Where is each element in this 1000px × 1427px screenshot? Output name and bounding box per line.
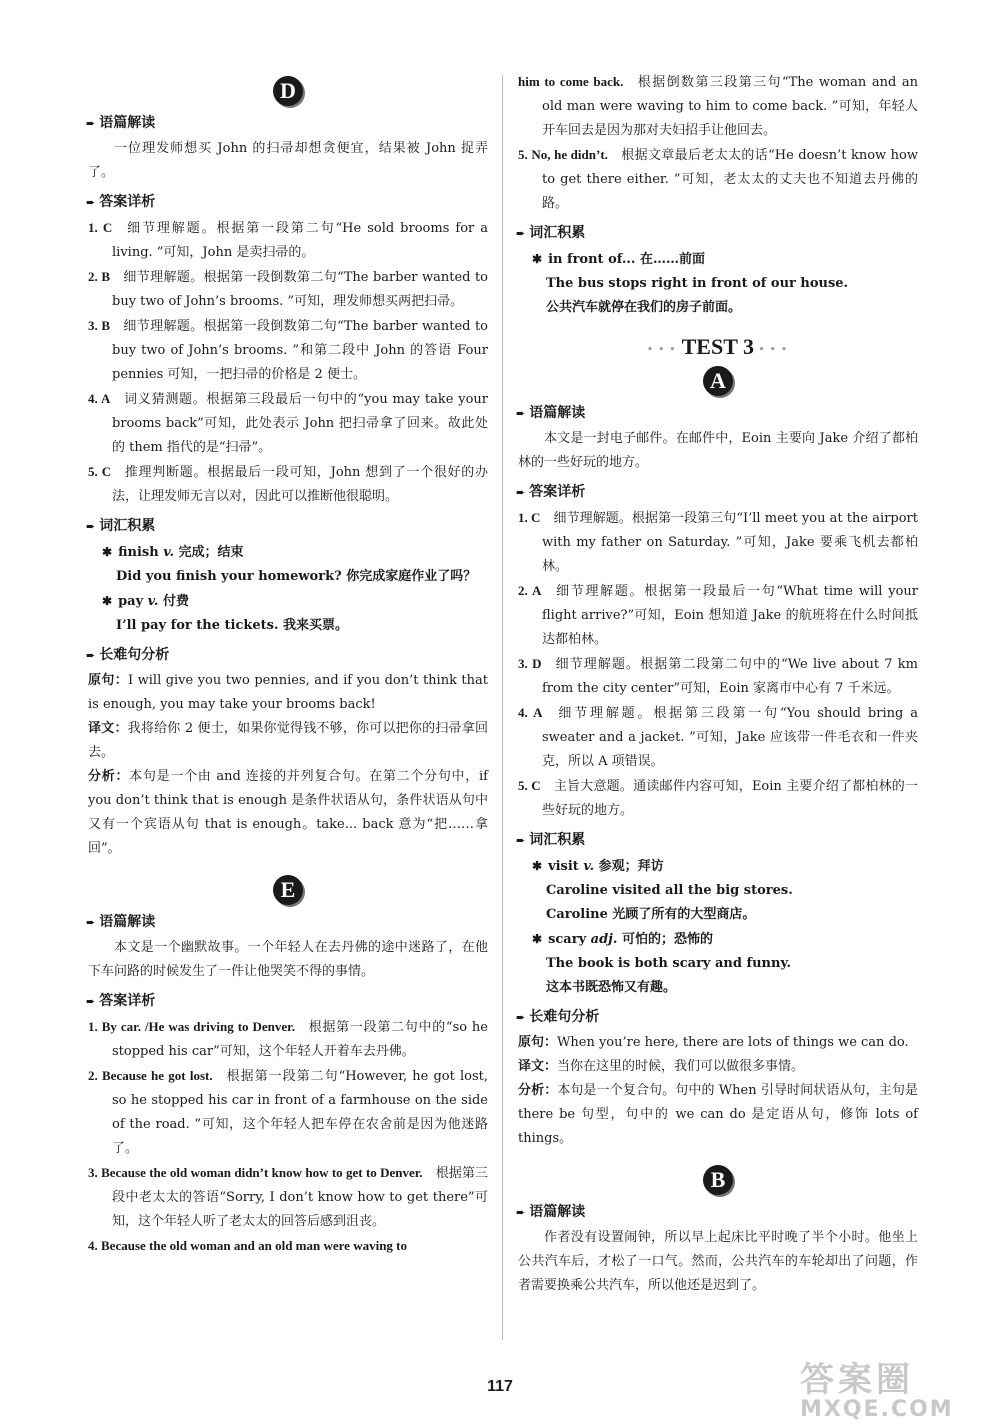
star-bullet-icon: ✱ [102,594,113,608]
vocab-pos: v. [163,545,179,560]
e-answer-3 [88,1161,488,1234]
answer-key: 3. B [88,318,111,333]
passage-badge-a: A [703,366,733,396]
e-cont-answer-1 [518,70,918,143]
d-vocab-1 [88,540,488,589]
answer-key: 3. Because the old woman didn’t know how to get to Denver. [88,1165,423,1180]
answer-explanation: 主旨大意题。通读邮件内容可知，Eoin 主要介绍了都柏林的一些好玩的地方。 [540,779,919,818]
answer-explanation: 细节理解题。根据第一段倒数第二句“The barber wanted to buy two of John’s brooms. ”和第二段中 John 的答语 Four pennies 可知，一把扫帚的价格是 2 便士。 [110,319,488,382]
vocab-example: I’ll pay for the tickets. 我来买票。 [116,618,349,633]
d-answer-1 [88,216,488,265]
d-orig-sentence: 原句：I will give you two pennies, and if you don’t think that is enough, you may take your brooms back! [88,673,488,712]
vocab-meaning: 在……前面 [639,252,705,267]
answer-key: 2. Because he got lost. [88,1068,213,1083]
test-title: • • • TEST 3 • • • [647,334,789,359]
answer-key: 3. D [518,656,542,671]
vocab-example: Did you finish your homework? 你完成家庭作业了吗？ [116,569,477,584]
section-heading-answers: ➨ 答案详析 [86,191,488,214]
answer-key: 4. A [518,705,543,720]
a-orig-sentence: 原句：When you’re here, there are lots of things we can do. [518,1035,909,1050]
answer-key: 5. C [518,778,541,793]
d-translation: 译文：我将给你 2 便士，如果你觉得钱不够，你可以把你的扫帚拿回去。 [88,721,488,760]
arrow-icon: ➨ [516,834,526,847]
e-answer-list [88,1015,488,1259]
answer-key: 5. No, he didn’t. [518,147,608,162]
d-reading-text: 一位理发师想买 John 的扫帚却想贪便宜，结果被 John 捉弄了。 [88,141,488,180]
answer-explanation: 细节理解题。根据第一段第二句“He sold brooms for a living. ”可知，John 是卖扫帚的。 [112,221,488,260]
d-answer-4 [88,387,488,460]
arrow-icon: ➨ [516,407,526,420]
e-vocab-1 [518,247,918,320]
answer-explanation: 细节理解题。根据第一段第三句“I’ll meet you at the airport with my father on Saturday. ”可知，Jake 要乘飞机去都柏林。 [540,511,918,574]
passage-badge-d: D [273,76,303,106]
e-answer-1 [88,1015,488,1064]
section-heading-reading: ➨ 语篇解读 [516,402,918,425]
passage-badge-b: B [703,1165,733,1195]
vocab-word: scary [548,932,591,947]
section-heading-answers: ➨ 答案详析 [86,990,488,1013]
answer-explanation: 细节理解题。根据第一段最后一句“What time will your flight arrive?”可知，Eoin 想知道 Jake 的航班将在什么时间抵达都柏林。 [541,584,919,647]
star-bullet-icon: ✱ [532,859,543,873]
left-column [88,70,488,1259]
d-vocab-list [88,540,488,638]
section-heading-vocab: ➨ 词汇积累 [86,515,488,538]
answer-explanation: 根据倒数第三段第三句“The woman and an old man were waving to him to come back. ”可知，年轻人开车回去是因为那对夫妇招手让他回去。 [542,75,918,138]
e-answer-list-continued [518,70,918,216]
answer-key: 1. C [518,510,541,525]
right-column [518,70,918,1298]
e-answer-4 [88,1234,488,1259]
vocab-word: in front of... [548,252,640,267]
arrow-icon: ➨ [86,520,96,533]
answer-explanation: 根据第一段第二句中的“so he stopped his car”可知，这个年轻人开着车去丹佛。 [112,1020,488,1059]
d-answer-5 [88,460,488,509]
answer-explanation: 根据文章最后老太太的话“He doesn’t know how to get there either. ”可知，老太太的丈夫也不知道去丹佛的路。 [542,148,918,211]
vocab-meaning: 付费 [162,594,189,609]
b-reading-text: 作者没有设置闹钟，所以早上起床比平时晚了半个小时。他坐上公共汽车后，才松了一口气。然而，公共汽车的车轮却出了问题，作者需要换乘公共汽车，所以他还是迟到了。 [518,1230,918,1293]
vocab-example-translation: Caroline 光顾了所有的大型商店。 [546,907,756,922]
a-vocab-list [518,854,918,1000]
section-heading-reading: ➨ 语篇解读 [516,1201,918,1224]
a-reading-text: 本文是一封电子邮件。在邮件中，Eoin 主要向 Jake 介绍了都柏林的一些好玩的地方。 [518,431,918,470]
vocab-pos: adj. [590,932,622,947]
arrow-icon: ➨ [516,1011,526,1024]
vocab-meaning: 完成；结束 [178,545,244,560]
a-answer-5 [518,774,918,823]
answer-explanation: 细节理解题。根据第一段倒数第二句“The barber wanted to buy two of John’s brooms. ”可知，理发师想买两把扫帚。 [110,270,488,309]
vocab-meaning: 可怕的；恐怖的 [621,932,713,947]
arrow-icon: ➨ [86,196,96,209]
answer-explanation: 细节理解题。根据第三段第一句“You should bring a sweater and a jacket. ”可知，Jake 应该带一件毛衣和一件夹克，所以 A 项错误。 [542,706,919,769]
arrow-icon: ➨ [86,649,96,662]
answer-key: 2. A [518,583,542,598]
vocab-word: finish [118,545,164,560]
vocab-pos: v. [583,859,599,874]
arrow-icon: ➨ [86,916,96,929]
section-heading-answers: ➨ 答案详析 [516,481,918,504]
vocab-example: The book is both scary and funny. [546,956,792,971]
section-heading-vocab: ➨ 词汇积累 [516,222,918,245]
a-vocab-2 [518,927,918,1000]
d-answer-2 [88,265,488,314]
a-answer-4 [518,701,918,774]
vocab-example: Caroline visited all the big stores. [546,883,793,898]
vocab-pos: v. [147,594,163,609]
vocab-example: The bus stops right in front of our house. [546,276,849,291]
d-answer-3 [88,314,488,387]
answer-key: 1. C [88,220,113,235]
watermark-logo: 答案圈 MXQE.COM [800,1360,954,1422]
e-answer-2 [88,1064,488,1161]
arrow-icon: ➨ [86,995,96,1008]
column-divider [502,75,503,1340]
answer-explanation: 根据第一段第二句“However, he got lost, so he stopped his car in front of a farmhouse on the side of the road. ”可知，这个年轻人把车停在农舍前是因为他迷路了。 [112,1069,488,1156]
answer-explanation: 推理判断题。根据最后一段可知，John 想到了一个很好的办法，让理发师无言以对，因此可以推断他很聪明。 [111,465,488,504]
arrow-icon: ➨ [86,117,96,130]
answer-key: 4. A [88,391,111,406]
a-analysis: 分析：本句是一个复合句。句中的 When 引导时间状语从句，主句是 there be 句型，句中的 we can do 是定语从句，修饰 lots of things。 [518,1083,918,1146]
answer-key: 5. C [88,464,112,479]
arrow-icon: ➨ [516,1206,526,1219]
d-answer-list [88,216,488,509]
answer-explanation: 细节理解题。根据第二段第二句中的“We live about 7 km from the city center”可知，Eoin 家离市中心有 7 千米远。 [541,657,918,696]
answer-key: 2. B [88,269,111,284]
vocab-meaning: 参观；拜访 [598,859,664,874]
a-answer-3 [518,652,918,701]
answer-key: 1. By car. /He was driving to Denver. [88,1019,296,1034]
a-answer-2 [518,579,918,652]
section-heading-reading: ➨ 语篇解读 [86,911,488,934]
a-answer-list [518,506,918,823]
d-analysis: 分析：本句是一个由 and 连接的并列复合句。在第二个分句中，if you don’t think that is enough 是条件状语从句，条件状语从句中又有一个宾语从句 that is enough。take... back 意为“把……拿回”。 [88,769,488,856]
d-vocab-2 [88,589,488,638]
arrow-icon: ➨ [516,486,526,499]
section-heading-long-sentence: ➨ 长难句分析 [86,644,488,667]
answer-key: him to come back. [518,74,624,89]
section-heading-reading: ➨ 语篇解读 [86,112,488,135]
e-reading-text: 本文是一个幽默故事。一个年轻人在去丹佛的途中迷路了，在他下车问路的时候发生了一件让他哭笑不得的事情。 [88,940,488,979]
passage-badge-e: E [273,875,303,905]
star-bullet-icon: ✱ [102,545,113,559]
a-vocab-1 [518,854,918,927]
answer-explanation: 根据第三段中老太太的答语“Sorry, I don’t know how to get there”可知，这个年轻人听了老太太的回答后感到沮丧。 [112,1166,488,1229]
section-heading-vocab: ➨ 词汇积累 [516,829,918,852]
star-bullet-icon: ✱ [532,932,543,946]
vocab-word: pay [118,594,148,609]
e-cont-answer-2 [518,143,918,216]
vocab-word: visit [548,859,584,874]
vocab-example-translation: 公共汽车就停在我们的房子前面。 [546,300,742,315]
vocab-example-translation: 这本书既恐怖又有趣。 [546,980,677,995]
answer-key: 4. Because the old woman and an old man were waving to [88,1238,408,1253]
e-vocab-list [518,247,918,320]
section-heading-long-sentence: ➨ 长难句分析 [516,1006,918,1029]
answer-explanation: 词义猜测题。根据第三段最后一句中的“you may take your brooms back”可知，此处表示 John 把扫帚拿了回来。故此处的 them 指代的是“扫帚”。 [110,392,489,455]
star-bullet-icon: ✱ [532,252,543,266]
arrow-icon: ➨ [516,227,526,240]
a-translation: 译文：当你在这里的时候，我们可以做很多事情。 [518,1059,805,1074]
a-answer-1 [518,506,918,579]
page-number: 117 [487,1378,513,1395]
